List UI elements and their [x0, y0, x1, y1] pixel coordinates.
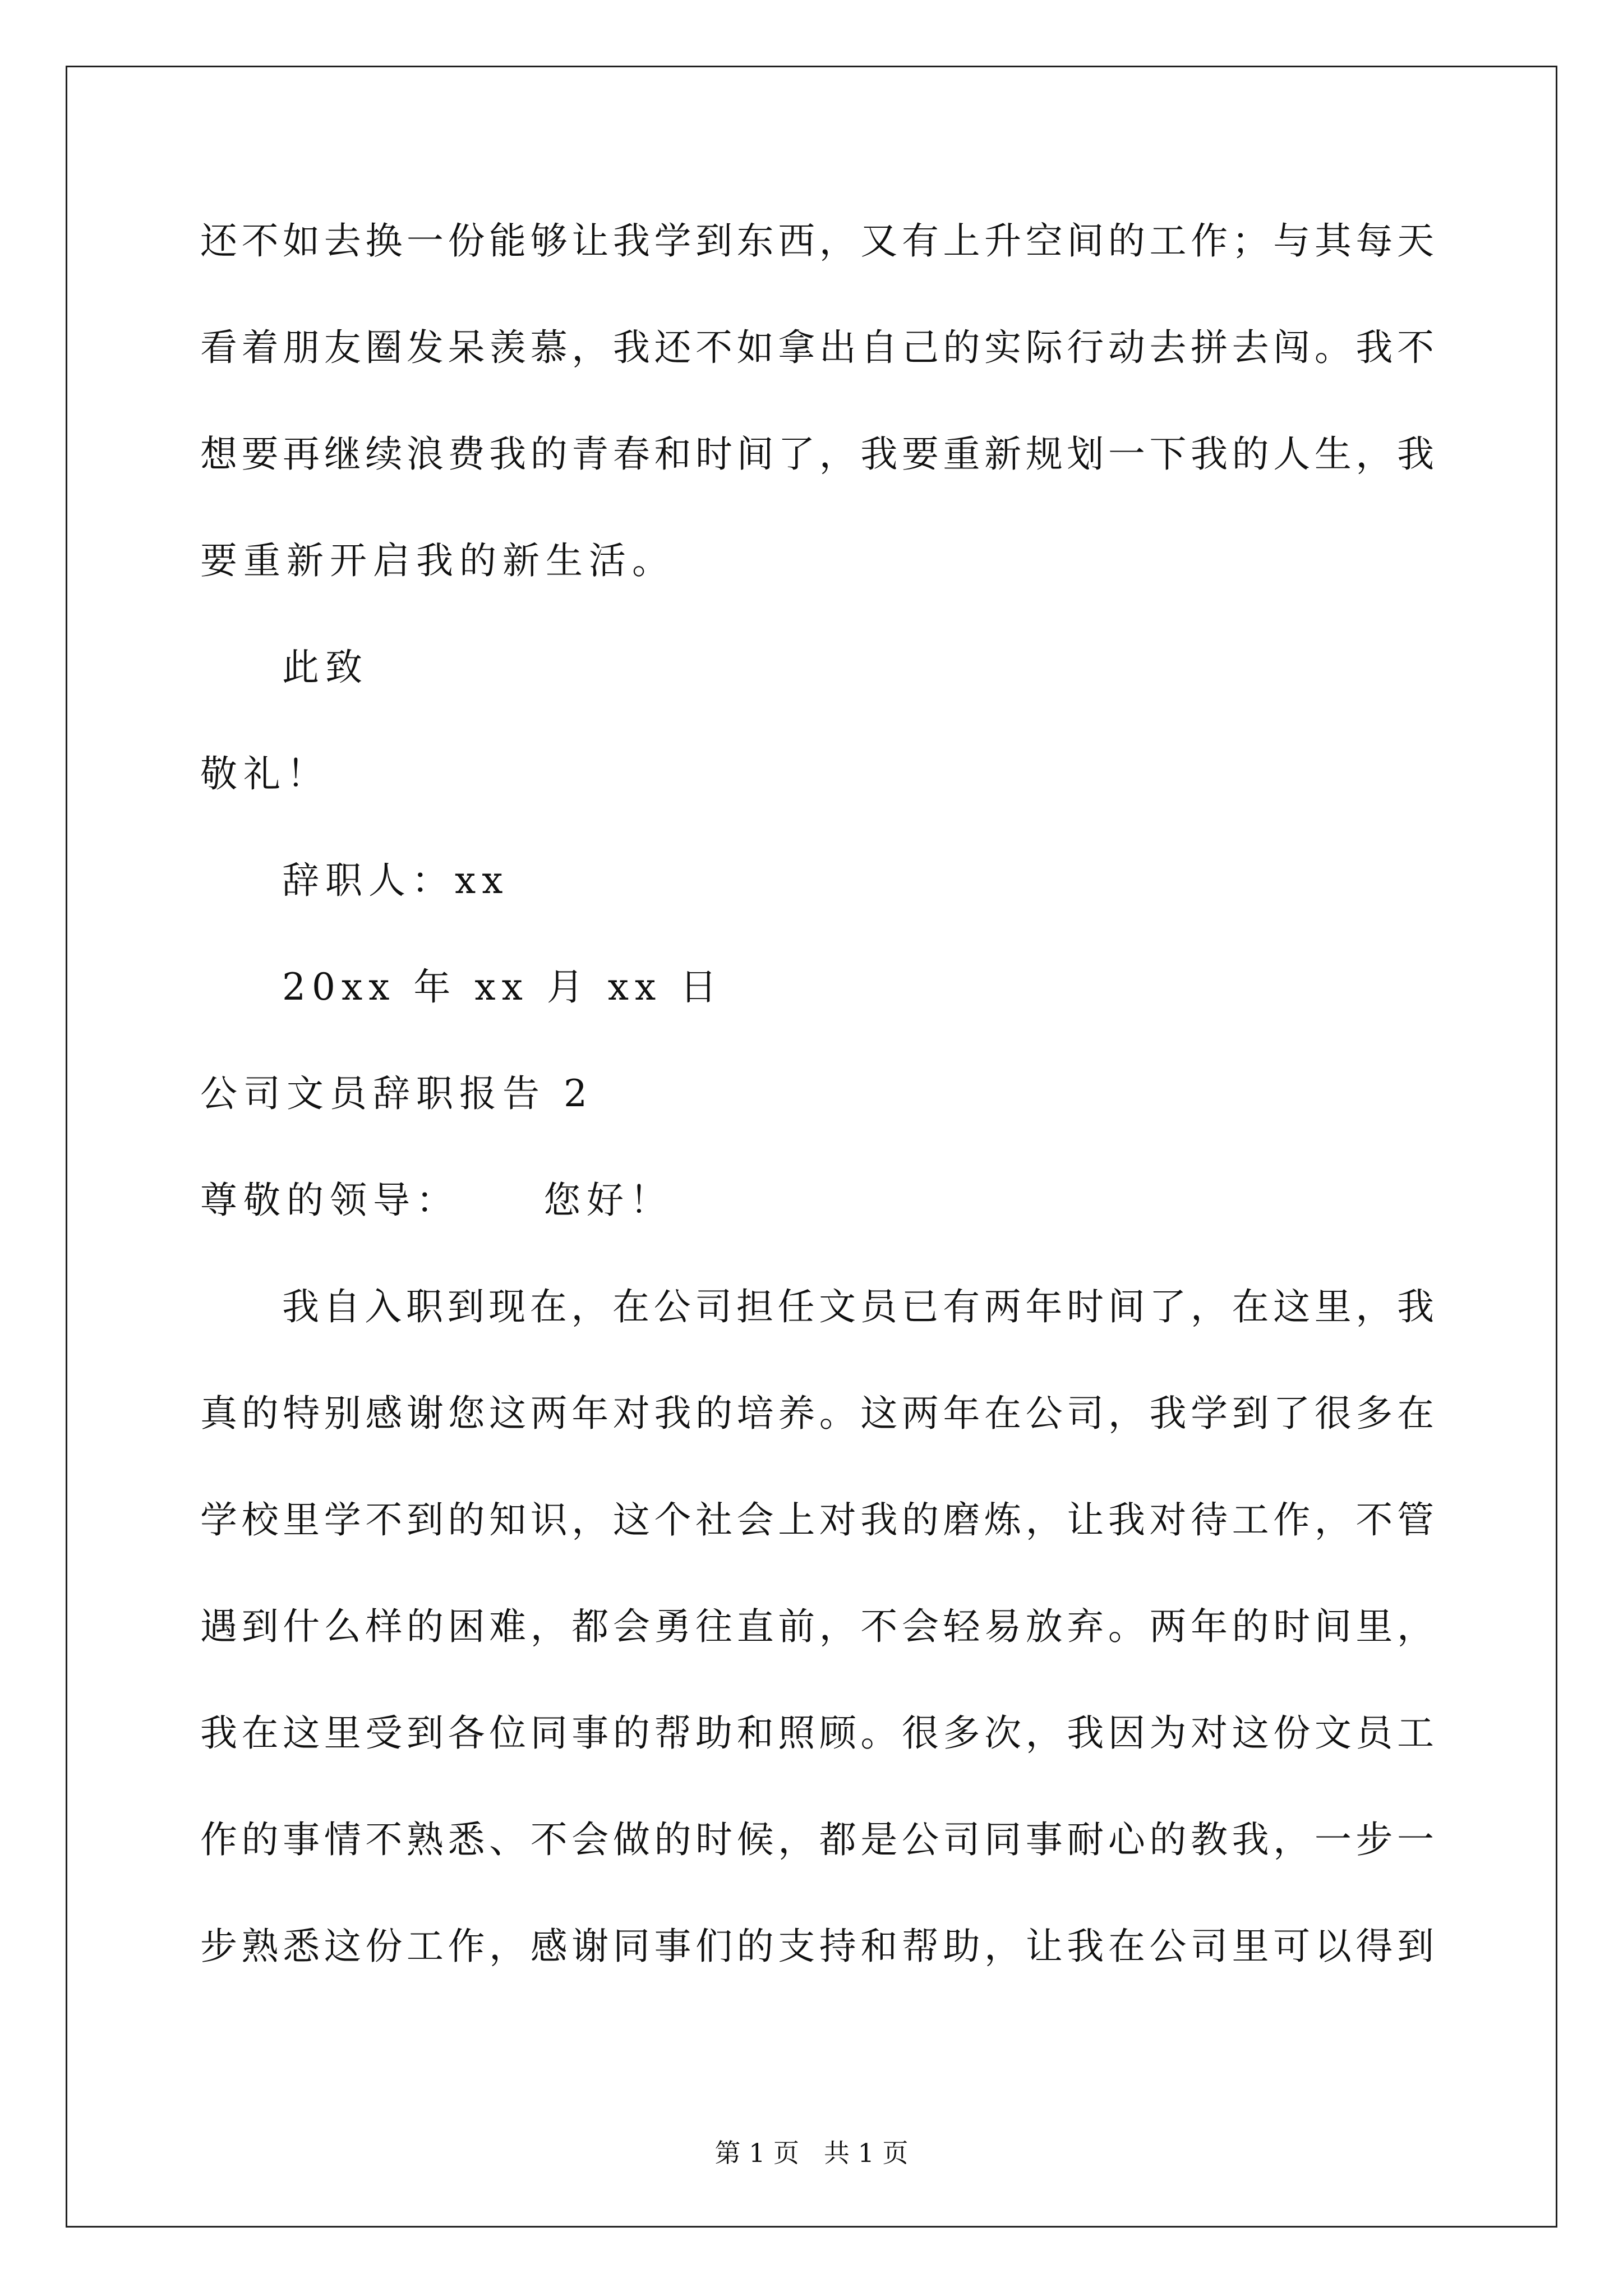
paragraph-line: 我自入职到现在，在公司担任文员已有两年时间了，在这里，我	[282, 1285, 1434, 1328]
salute-text: 敬礼！	[200, 752, 330, 795]
paragraph-line: 要重新开启我的新生活。	[200, 539, 675, 582]
paragraph-line: 还不如去换一份能够让我学到东西，又有上升空间的工作；与其每天	[200, 219, 1434, 263]
paragraph-line: 想要再继续浪费我的青春和时间了，我要重新规划一下我的人生，我	[200, 432, 1434, 476]
greeting-text: 尊敬的领导：	[200, 1179, 459, 1222]
closing-text: 此致	[282, 646, 368, 689]
page-number: 第 1 页	[714, 2138, 799, 2168]
paragraph-line: 真的特别感谢您这两年对我的培养。这两年在公司，我学到了很多在	[200, 1392, 1434, 1435]
paragraph-line: 我在这里受到各位同事的帮助和照顾。很多次，我因为对这份文员工	[200, 1711, 1434, 1755]
paragraph-line: 学校里学不到的知识，这个社会上对我的磨炼，让我对待工作，不管	[200, 1498, 1434, 1542]
greeting-line	[200, 1178, 673, 1223]
greeting-hello: 您好！	[543, 1179, 673, 1222]
paragraph-line: 看着朋友圈发呆羡慕，我还不如拿出自己的实际行动去拼去闯。我不	[200, 326, 1434, 369]
signature-text: 辞职人：xx	[282, 859, 509, 902]
paragraph-line: 遇到什么样的困难，都会勇往直前，不会轻易放弃。两年的时间里，	[200, 1605, 1434, 1648]
page-footer	[0, 2137, 1623, 2169]
section-title: 公司文员辞职报告 2	[200, 1072, 593, 1115]
paragraph-line: 作的事情不熟悉、不会做的时候，都是公司同事耐心的教我，一步一	[200, 1818, 1434, 1861]
page-frame	[66, 66, 1557, 2228]
page-total: 共 1 页	[824, 2138, 909, 2168]
date-text: 20xx 年 xx 月 xx 日	[282, 965, 723, 1009]
paragraph-line: 步熟悉这份工作，感谢同事们的支持和帮助，让我在公司里可以得到	[200, 1925, 1434, 1968]
